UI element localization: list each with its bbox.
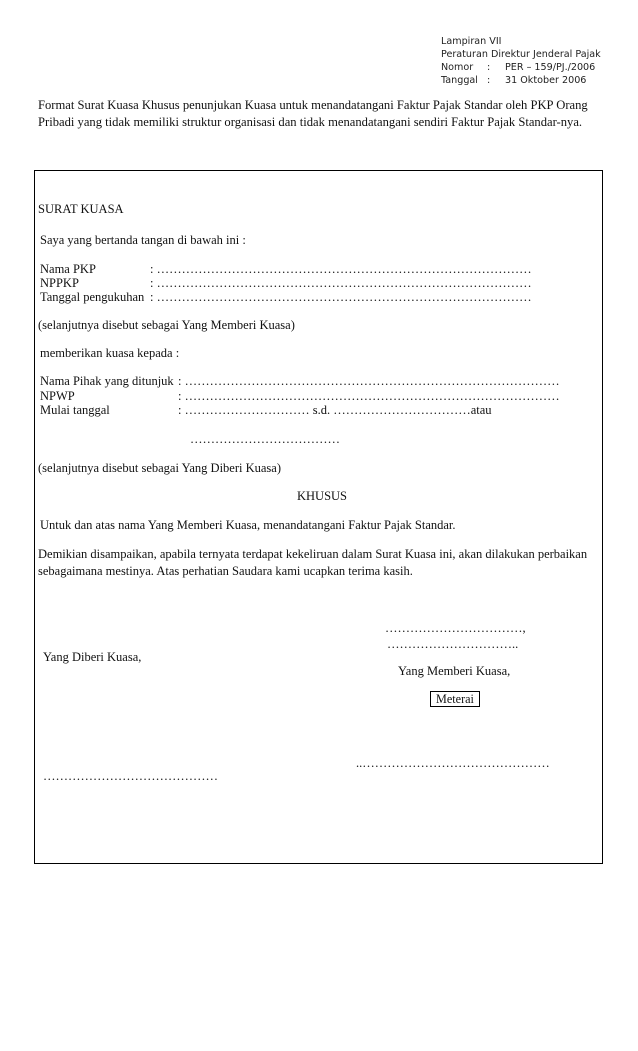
field-label-tanggal-pengukuhan: Tanggal pengukuhan bbox=[40, 290, 145, 304]
field-value-mulai-tanggal: : ………………………… s.d. ……………………………atau bbox=[178, 403, 492, 417]
form-title: SURAT KUASA bbox=[38, 202, 124, 216]
format-description: Format Surat Kuasa Khusus penunjukan Kuasa untuk menandatangani Faktur Pajak Standar oleh PKP Orang Pribadi yang tidak memiliki struktur organisasi dan tidak menandatangani sendiri Faktur Pajak Standar-nya. bbox=[38, 98, 588, 129]
number-separator: : bbox=[487, 62, 491, 73]
grant-sentence: memberikan kuasa kepada : bbox=[40, 346, 180, 360]
date-value: 31 Oktober 2006 bbox=[505, 75, 587, 86]
grantee-sign-label: Yang Diberi Kuasa, bbox=[43, 650, 142, 664]
date-separator: : bbox=[487, 75, 491, 86]
number-row bbox=[441, 61, 601, 74]
field-value-nama-pihak: : ……………………………………………………………………………… bbox=[178, 374, 560, 388]
opening-sentence: Saya yang bertanda tangan di bawah ini : bbox=[40, 233, 246, 247]
grantor-sign-line: ..……………………………………… bbox=[356, 756, 550, 770]
field-value-nppkp: : ……………………………………………………………………………… bbox=[150, 276, 532, 290]
special-heading: KHUSUS bbox=[297, 489, 348, 503]
purpose-sentence: Untuk dan atas nama Yang Memberi Kuasa, menandatangani Faktur Pajak Standar. bbox=[40, 518, 456, 532]
grantee-sign-line: …………………………………… bbox=[43, 769, 218, 783]
field-value-tanggal-pengukuhan: : ……………………………………………………………………………… bbox=[150, 290, 532, 304]
number-label: Nomor bbox=[441, 62, 474, 73]
field-label-npwp: NPWP bbox=[40, 389, 75, 403]
date-row bbox=[441, 74, 601, 87]
date-line: ………………………….. bbox=[387, 637, 519, 651]
field-label-nama-pkp: Nama PKP bbox=[40, 262, 96, 276]
field-label-mulai-tanggal: Mulai tanggal bbox=[40, 403, 110, 417]
field-value-npwp: : ……………………………………………………………………………… bbox=[178, 389, 560, 403]
regulation-title: Peraturan Direktur Jenderal Pajak bbox=[441, 49, 601, 60]
number-value: PER – 159/PJ./2006 bbox=[505, 62, 596, 73]
field-label-nppkp: NPPKP bbox=[40, 276, 79, 290]
alternate-date-line: ……………………………… bbox=[190, 432, 340, 446]
place-line: ……………………………, bbox=[385, 621, 526, 635]
regulation-header bbox=[441, 35, 601, 87]
date-label: Tanggal bbox=[441, 75, 478, 86]
closing-paragraph: Demikian disampaikan, apabila ternyata terdapat kekeliruan dalam Surat Kuasa ini, akan dilakukan perbaikan sebagaimana mestinya. Atas perhatian Saudara kami ucapkan terima kasih. bbox=[38, 547, 588, 578]
grantor-sign-label: Yang Memberi Kuasa, bbox=[398, 664, 511, 678]
grantor-note: (selanjutnya disebut sebagai Yang Memberi Kuasa) bbox=[38, 318, 295, 332]
grantee-note: (selanjutnya disebut sebagai Yang Diberi Kuasa) bbox=[38, 461, 281, 475]
stamp-box: Meterai bbox=[430, 691, 480, 707]
field-value-nama-pkp: : ……………………………………………………………………………… bbox=[150, 262, 532, 276]
attachment-label: Lampiran VII bbox=[441, 36, 502, 47]
field-label-nama-pihak: Nama Pihak yang ditunjuk bbox=[40, 374, 174, 388]
